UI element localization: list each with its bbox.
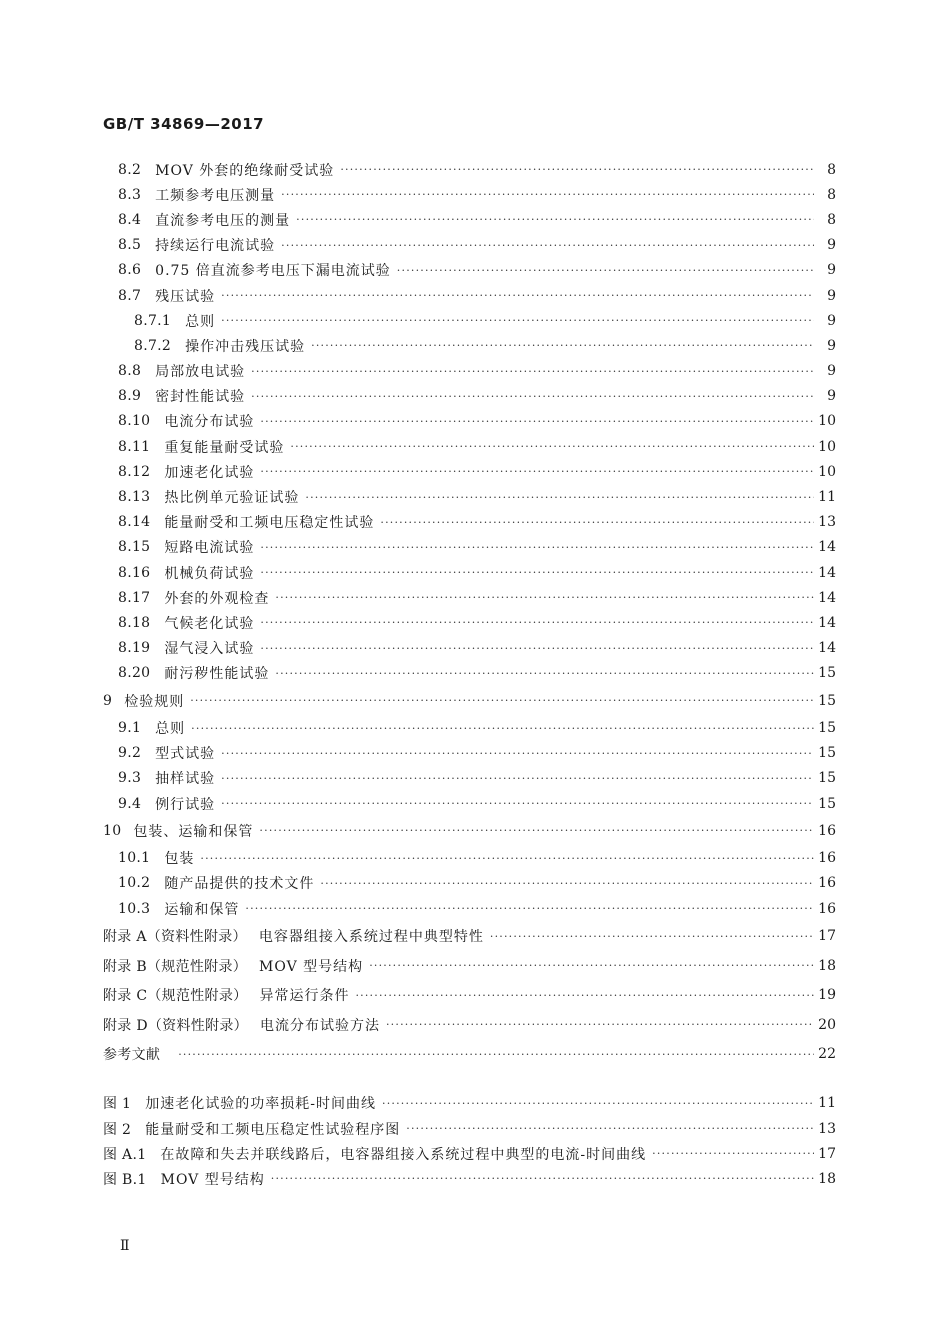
entry-title: 外套的外观检查 — [164, 590, 270, 607]
dot-leader — [311, 339, 814, 352]
toc-entry[interactable] — [0, 871, 950, 896]
entry-page-number: 15 — [818, 795, 836, 812]
entry-page-number: 9 — [827, 363, 836, 380]
entry-number: 9.3 — [118, 770, 142, 787]
dot-leader — [490, 930, 814, 943]
entry-number: 8.14 — [118, 514, 151, 531]
entry-number: 10.2 — [118, 875, 151, 892]
dot-leader — [652, 1147, 814, 1160]
entry-number: 8.18 — [118, 614, 151, 631]
toc-entry[interactable] — [0, 980, 950, 1010]
toc-entry[interactable] — [0, 816, 950, 846]
dot-leader — [221, 747, 814, 760]
entry-title: 工频参考电压测量 — [155, 187, 276, 204]
entry-page-number: 16 — [818, 900, 836, 917]
entry-number: 8.2 — [118, 161, 142, 178]
dot-leader — [178, 1048, 814, 1061]
entry-page-number: 9 — [827, 237, 836, 254]
dot-leader — [251, 390, 814, 403]
entry-title: 重复能量耐受试验 — [164, 439, 285, 456]
dot-leader — [320, 877, 814, 890]
entry-title: 抽样试验 — [155, 771, 216, 788]
toc-entry[interactable] — [0, 896, 950, 921]
page-number-footer: Ⅱ — [120, 1238, 130, 1254]
entry-number: 9.4 — [118, 795, 142, 812]
dot-leader — [259, 824, 814, 837]
dot-leader — [260, 415, 814, 428]
entry-title: 异常运行条件 — [259, 988, 350, 1004]
toc-entry[interactable] — [0, 535, 950, 560]
entry-title: 短路电流试验 — [164, 540, 255, 557]
toc-entry[interactable] — [0, 434, 950, 459]
toc-entry[interactable] — [0, 951, 950, 981]
figure-list-item[interactable] — [0, 1166, 950, 1191]
entry-title: MOV 型号结构 — [259, 958, 364, 975]
entry-page-number: 14 — [818, 564, 836, 581]
entry-number: 8.8 — [118, 363, 142, 380]
toc-entry[interactable] — [0, 258, 950, 283]
entry-title: 随产品提供的技术文件 — [164, 876, 315, 893]
entry-title: 总则 — [185, 313, 216, 330]
dot-leader — [245, 902, 814, 915]
toc-entry[interactable] — [0, 921, 950, 951]
toc-entry[interactable] — [0, 333, 950, 358]
toc-entry[interactable] — [0, 585, 950, 610]
entry-number: 8.3 — [118, 186, 142, 203]
entry-page-number: 8 — [827, 186, 836, 203]
entry-page-number: 15 — [818, 665, 836, 682]
entry-title: 湿气浸入试验 — [164, 641, 255, 658]
table-of-contents — [0, 157, 950, 1192]
standard-number-header: GB/T 34869—2017 — [103, 115, 265, 133]
dot-leader — [275, 667, 814, 680]
entry-page-number: 15 — [818, 770, 836, 787]
dot-leader — [251, 365, 814, 378]
toc-entry[interactable] — [0, 459, 950, 484]
dot-leader — [382, 1097, 814, 1110]
entry-number: 8.10 — [118, 413, 151, 430]
dot-leader — [260, 642, 814, 655]
entry-title: MOV 外套的绝缘耐受试验 — [155, 162, 335, 179]
entry-number: 8.11 — [118, 438, 151, 455]
dot-leader — [260, 541, 814, 554]
section-gap — [0, 1069, 950, 1091]
dot-leader — [406, 1122, 814, 1135]
entry-title: 型式试验 — [155, 746, 216, 763]
toc-entry[interactable] — [0, 686, 950, 716]
entry-number: 8.15 — [118, 539, 151, 556]
toc-entry[interactable] — [0, 636, 950, 661]
entry-page-number: 22 — [818, 1046, 836, 1062]
entry-number: 8.13 — [118, 489, 151, 506]
entry-number: 8.12 — [118, 463, 151, 480]
entry-page-number: 10 — [818, 438, 836, 455]
entry-title: 耐污秽性能试验 — [164, 666, 270, 683]
entry-title: 检验规则 — [124, 693, 185, 710]
toc-entry[interactable] — [0, 359, 950, 384]
entry-page-number: 20 — [818, 1016, 836, 1033]
entry-number: 10.1 — [118, 850, 151, 867]
toc-entry[interactable] — [0, 233, 950, 258]
entry-page-number: 15 — [818, 745, 836, 762]
entry-number: 8.7 — [118, 287, 142, 304]
toc-entry[interactable] — [0, 484, 950, 509]
entry-page-number: 15 — [818, 692, 836, 709]
dot-leader — [281, 188, 814, 201]
entry-title: 机械负荷试验 — [164, 565, 255, 582]
entry-page-number: 9 — [827, 287, 836, 304]
entry-title: 残压试验 — [155, 288, 216, 305]
entry-title: 局部放电试验 — [155, 364, 246, 381]
entry-number: 8.7.1 — [134, 312, 172, 329]
entry-number: 8.4 — [118, 211, 142, 228]
dot-leader — [260, 465, 814, 478]
entry-number: 10.3 — [118, 900, 151, 917]
entry-page-number: 15 — [818, 720, 836, 737]
entry-page-number: 16 — [818, 850, 836, 867]
dot-leader — [369, 959, 814, 972]
entry-title: 包装 — [164, 851, 195, 868]
entry-number: 附录 B（规范性附录） — [103, 958, 248, 975]
entry-number: 9 — [103, 692, 113, 709]
entry-number: 图 B.1 — [103, 1171, 147, 1188]
entry-title: 例行试验 — [155, 796, 216, 813]
dot-leader — [380, 516, 814, 529]
entry-page-number: 13 — [818, 1120, 836, 1137]
entry-title: 0.75 倍直流参考电压下漏电流试验 — [155, 263, 391, 280]
toc-entry[interactable] — [0, 207, 950, 232]
figure-list-item[interactable] — [0, 1116, 950, 1141]
entry-title: MOV 型号结构 — [160, 1171, 265, 1188]
entry-page-number: 14 — [818, 539, 836, 556]
entry-title: 加速老化试验的功率损耗-时间曲线 — [145, 1096, 376, 1113]
entry-number: 8.20 — [118, 665, 151, 682]
entry-number: 附录 A（资料性附录） — [103, 929, 247, 945]
entry-number: 8.16 — [118, 564, 151, 581]
toc-entry[interactable] — [0, 409, 950, 434]
entry-page-number: 9 — [827, 312, 836, 329]
toc-entry[interactable] — [0, 510, 950, 535]
dot-leader — [290, 440, 814, 453]
dot-leader — [271, 1172, 814, 1185]
entry-page-number: 14 — [818, 640, 836, 657]
dot-leader — [191, 722, 814, 735]
entry-number: 9.1 — [118, 720, 142, 737]
entry-title: 操作冲击残压试验 — [185, 338, 306, 355]
entry-title: 持续运行电流试验 — [155, 238, 276, 255]
entry-title: 密封性能试验 — [155, 389, 246, 406]
toc-entry[interactable] — [0, 846, 950, 871]
toc-entry[interactable] — [0, 791, 950, 816]
entry-title: 总则 — [155, 721, 186, 738]
entry-title: 直流参考电压的测量 — [155, 212, 291, 229]
entry-number: 8.19 — [118, 640, 151, 657]
entry-number: 图 1 — [103, 1096, 132, 1113]
entry-title: 能量耐受和工频电压稳定性试验程序图 — [145, 1121, 401, 1138]
toc-entry[interactable] — [0, 560, 950, 585]
dot-leader — [221, 314, 814, 327]
entry-page-number: 17 — [818, 928, 836, 944]
toc-entry[interactable] — [0, 715, 950, 740]
entry-title: 加速老化试验 — [164, 464, 255, 481]
entry-number: 8.17 — [118, 589, 151, 606]
dot-leader — [340, 163, 814, 176]
toc-entry[interactable] — [0, 661, 950, 686]
entry-title: 包装、运输和保管 — [133, 823, 254, 840]
entry-title: 在故障和失去并联线路后，电容器组接入系统过程中典型的电流-时间曲线 — [160, 1146, 647, 1163]
toc-entry[interactable] — [0, 610, 950, 635]
entry-page-number: 14 — [818, 614, 836, 631]
toc-entry[interactable] — [0, 1010, 950, 1040]
entry-page-number: 11 — [818, 1095, 836, 1112]
entry-page-number: 10 — [818, 463, 836, 480]
dot-leader — [281, 239, 814, 252]
entry-number: 图 2 — [103, 1121, 132, 1138]
dot-leader — [386, 1018, 814, 1031]
entry-page-number: 14 — [818, 589, 836, 606]
figure-list-item[interactable] — [0, 1141, 950, 1166]
entry-page-number: 9 — [827, 262, 836, 279]
entry-page-number: 17 — [818, 1145, 836, 1162]
dot-leader — [397, 264, 814, 277]
entry-title: 能量耐受和工频电压稳定性试验 — [164, 515, 375, 532]
dot-leader — [355, 989, 814, 1002]
entry-number: 10 — [103, 822, 122, 839]
dot-leader — [190, 694, 814, 707]
entry-page-number: 9 — [827, 388, 836, 405]
entry-page-number: 13 — [818, 514, 836, 531]
entry-title: 热比例单元验证试验 — [164, 490, 300, 507]
entry-page-number: 19 — [818, 987, 836, 1003]
entry-number: 8.9 — [118, 388, 142, 405]
dot-leader — [221, 772, 814, 785]
entry-number: 8.5 — [118, 237, 142, 254]
entry-number: 参考文献 — [103, 1047, 161, 1063]
dot-leader — [200, 852, 814, 865]
entry-number: 附录 C（规范性附录） — [103, 988, 248, 1004]
entry-title: 气候老化试验 — [164, 615, 255, 632]
entry-number: 8.6 — [118, 262, 142, 279]
entry-number: 图 A.1 — [103, 1146, 147, 1163]
toc-entry[interactable] — [0, 157, 950, 182]
entry-title: 电流分布试验方法 — [259, 1017, 380, 1034]
dot-leader — [296, 213, 814, 226]
entry-page-number: 9 — [827, 337, 836, 354]
toc-entry[interactable] — [0, 384, 950, 409]
dot-leader — [221, 797, 814, 810]
entry-page-number: 8 — [827, 211, 836, 228]
toc-entry[interactable] — [0, 182, 950, 207]
entry-page-number: 18 — [818, 1170, 836, 1187]
entry-title: 电容器组接入系统过程中典型特性 — [258, 929, 484, 945]
toc-entry[interactable] — [0, 283, 950, 308]
toc-entry[interactable] — [0, 308, 950, 333]
toc-entry[interactable] — [0, 766, 950, 791]
dot-leader — [260, 566, 814, 579]
dot-leader — [221, 289, 814, 302]
dot-leader — [305, 491, 814, 504]
entry-page-number: 8 — [827, 161, 836, 178]
entry-title: 运输和保管 — [164, 901, 240, 918]
entry-number: 8.7.2 — [134, 337, 172, 354]
entry-page-number: 10 — [818, 413, 836, 430]
entry-page-number: 16 — [818, 822, 836, 839]
dot-leader — [260, 616, 814, 629]
entry-number: 9.2 — [118, 745, 142, 762]
toc-entry[interactable] — [0, 741, 950, 766]
entry-page-number: 16 — [818, 875, 836, 892]
dot-leader — [275, 591, 814, 604]
entry-page-number: 18 — [818, 957, 836, 974]
entry-number: 附录 D（资料性附录） — [103, 1017, 248, 1034]
toc-entry[interactable] — [0, 1039, 950, 1069]
entry-page-number: 11 — [818, 489, 836, 506]
figure-list-item[interactable] — [0, 1091, 950, 1116]
entry-title: 电流分布试验 — [164, 414, 255, 431]
